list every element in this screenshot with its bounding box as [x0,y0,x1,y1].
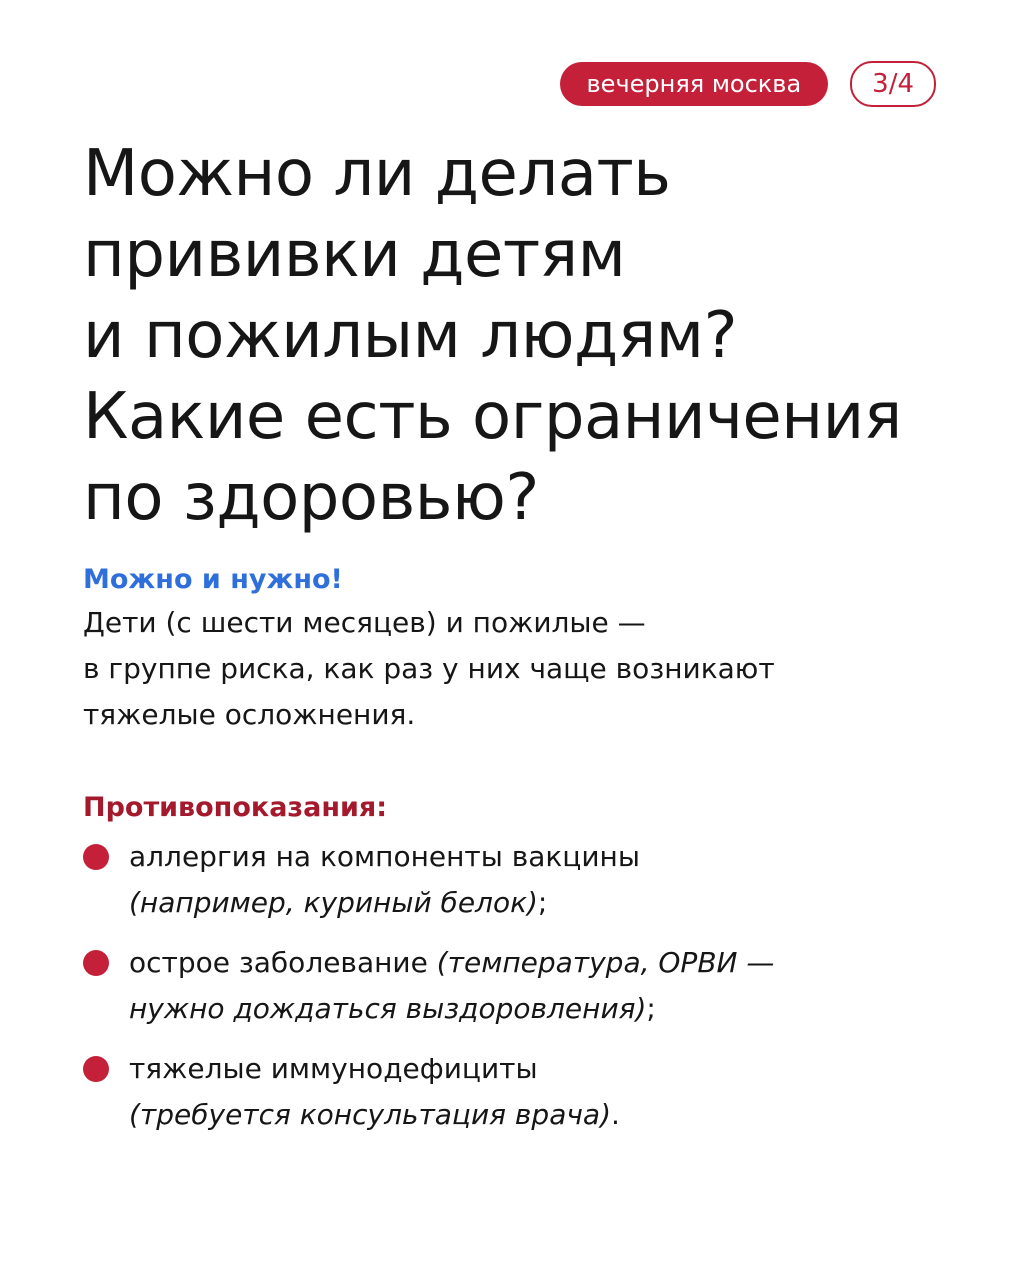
title-line: и пожилым людям? [83,299,738,373]
item-note: (требуется консультация врача) [129,1098,611,1131]
title-line: Можно ли делать [83,137,671,211]
answer-heading: Можно и нужно! [83,564,343,595]
item-line [129,940,774,986]
answer-text [83,600,775,738]
item-punctuation: ; [646,992,656,1025]
title-line: по здоровью? [83,461,539,535]
answer-line: тяжелые осложнения. [83,698,416,731]
item-line: аллергия на компоненты вакцины [129,840,640,873]
answer-section [83,560,775,738]
bullet-dot-icon [83,950,109,976]
contraindications-section [83,788,774,1152]
item-line: тяжелые иммунодефициты [129,1052,538,1085]
header [560,61,936,107]
list-item [83,834,774,926]
page-counter: 3/4 [850,61,936,107]
title-line: прививки детям [83,218,626,292]
item-line [129,986,774,1032]
list-item [83,940,774,1032]
contraindications-list [83,834,774,1138]
item-punctuation: ; [537,886,548,919]
answer-line: Дети (с шести месяцев) и пожилые — [83,606,646,639]
list-item [83,1046,774,1138]
item-note: (температура, ОРВИ — [436,946,775,979]
item-line [129,880,774,926]
item-note: нужно дождаться выздоровления) [129,992,647,1025]
contraindications-heading: Противопоказания: [83,792,388,823]
item-text: острое заболевание [129,946,437,979]
item-punctuation: . [611,1098,620,1131]
page-title [83,134,983,539]
item-note: (например, куриный белок) [129,886,538,919]
answer-line: в группе риска, как раз у них чаще возникают [83,652,775,685]
bullet-dot-icon [83,844,109,870]
title-line: Какие есть ограничения [83,380,902,454]
brand-badge: вечерняя москва [560,62,829,106]
bullet-dot-icon [83,1056,109,1082]
item-line [129,1092,774,1138]
